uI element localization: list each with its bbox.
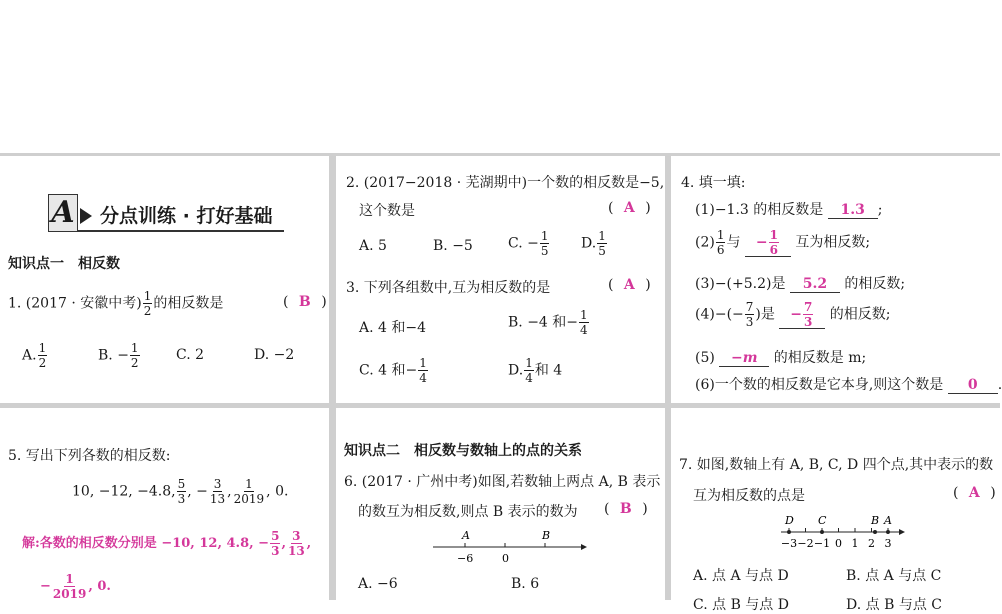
separator: , <box>281 536 286 551</box>
question-4-title: 4. 填一填: <box>681 175 746 191</box>
item-text: 的相反数; <box>829 306 891 323</box>
solution-text: − <box>40 579 51 594</box>
axis-tick-label: −3 <box>780 537 798 550</box>
q2-option-c <box>508 230 550 257</box>
question-5-solution-line1 <box>22 530 311 557</box>
section-banner <box>48 194 284 232</box>
axis-arrow-icon <box>899 529 905 535</box>
banner-underline <box>78 230 284 232</box>
knowledge-point-2-heading: 知识点二 相反数与数轴上的点的关系 <box>344 443 582 459</box>
question-6-line2: 的数互为相反数,则点 B 表示的数为 <box>358 504 578 520</box>
item-text: ; <box>877 202 883 218</box>
item-text: 的相反数是 m; <box>773 350 867 366</box>
q4-item-3-answer: 5.2 <box>802 276 828 292</box>
fraction-denominator: 3 <box>177 492 186 506</box>
fraction-numerator: 1 <box>598 229 606 243</box>
axis-tick-label: 0 <box>835 537 842 550</box>
axis-point-label-d: D <box>785 514 794 527</box>
option-tail: 和 4 <box>534 362 563 379</box>
answer-blank <box>790 276 840 293</box>
fraction-denominator: 4 <box>580 323 588 337</box>
answer-blank <box>828 202 878 219</box>
answer-blank <box>745 229 791 257</box>
number-line-figure-6 <box>431 526 591 568</box>
fraction-numerator: 7 <box>745 300 754 314</box>
answer-blank <box>779 301 825 329</box>
axis-point-label-a: A <box>462 529 470 542</box>
fraction-denominator: 2 <box>130 356 139 370</box>
answer-sign: − <box>790 306 803 323</box>
separator: , − <box>187 483 208 500</box>
fraction-denominator: 2019 <box>52 587 87 601</box>
question-1-fraction <box>143 290 153 317</box>
q3-option-b <box>508 309 590 336</box>
item-text: (3)−(+5.2)是 <box>695 276 786 292</box>
q4-item-6 <box>695 374 1002 394</box>
banner-title: 分点训练 · 打好基础 <box>100 205 273 227</box>
number-line-figure-7 <box>771 511 911 555</box>
fraction-numerator: 5 <box>177 477 186 491</box>
axis-point-label-b: B <box>871 514 880 527</box>
question-7-line1: 7. 如图,数轴上有 A, B, C, D 四个点,其中表示的数 <box>679 457 994 473</box>
fraction-denominator: 13 <box>287 544 305 558</box>
q4-item-2 <box>695 229 870 257</box>
axis-point-label-c: C <box>818 514 827 527</box>
fraction-denominator: 3 <box>804 315 813 329</box>
item-text: (5) <box>695 350 715 366</box>
axis-point-label-a: A <box>884 514 892 527</box>
q4-item-5 <box>695 347 866 367</box>
q4-item-1 <box>695 199 882 219</box>
axis-point-label-b: B <box>542 529 551 542</box>
q4-item-4 <box>695 301 891 329</box>
axis-tick-label: −1 <box>813 537 831 550</box>
q7-option-b: B. 点 A 与点 C <box>846 568 942 584</box>
panel-questions-2-3 <box>336 156 665 403</box>
fraction-numerator: 7 <box>804 300 813 314</box>
option-label: B. − <box>98 347 129 364</box>
fraction-denominator: 5 <box>540 244 549 258</box>
q7-option-d: D. 点 B 与点 C <box>846 597 942 613</box>
axis-arrow-icon <box>581 544 587 550</box>
panel-question-4 <box>671 156 1000 403</box>
axis-tick-label: 2 <box>868 537 875 550</box>
item-text: 与 <box>726 234 741 251</box>
separator: , <box>306 536 312 551</box>
question-2-line2: 这个数是 <box>359 203 415 219</box>
fraction-numerator: 1 <box>716 228 725 242</box>
fraction-numerator: 1 <box>580 308 588 322</box>
question-5-solution-line2 <box>40 573 111 600</box>
axis-point-c <box>820 530 824 534</box>
q4-item-3 <box>695 273 905 293</box>
question-3-answer: A <box>623 277 635 293</box>
fraction-numerator: 1 <box>540 229 549 243</box>
option-label: B. −4 和− <box>508 314 579 331</box>
fraction-denominator: 5 <box>598 244 606 258</box>
axis-point-b <box>873 530 877 534</box>
question-1-answer-bracket <box>283 294 327 310</box>
option-label: C. − <box>508 235 539 252</box>
fraction-numerator: 5 <box>271 529 280 543</box>
question-5-title: 5. 写出下列各数的相反数: <box>8 448 171 464</box>
question-5-numbers <box>72 478 288 505</box>
fraction-numerator: 3 <box>213 477 222 491</box>
axis-tick-label: 0 <box>502 552 509 565</box>
fraction-numerator: 1 <box>525 356 533 370</box>
question-7-answer-bracket: ( A ) <box>953 485 996 501</box>
q3-option-d <box>508 357 562 384</box>
panel-question-6 <box>336 408 665 600</box>
fraction-numerator: 1 <box>65 572 74 586</box>
fraction-numerator: 3 <box>292 529 301 543</box>
question-7-answer: A <box>968 485 980 501</box>
fraction-numerator: 1 <box>419 356 427 370</box>
item-text: (6)一个数的相反数是它本身,则这个数是 <box>695 377 944 393</box>
item-text: (2) <box>695 234 715 251</box>
banner-arrow-icon <box>80 208 92 224</box>
answer-blank <box>719 350 769 367</box>
bracket-close: ) <box>321 294 327 310</box>
axis-tick-label: −2 <box>797 537 814 550</box>
q1-option-b <box>98 342 141 369</box>
q7-option-a: A. 点 A 与点 D <box>693 568 789 584</box>
q7-option-c: C. 点 B 与点 D <box>693 597 789 613</box>
solution-text: 解:各数的相反数分别是 −10, 12, 4.8, − <box>22 536 270 551</box>
fraction-denominator: 4 <box>419 371 427 385</box>
question-6-line1: 6. (2017 · 广州中考)如图,若数轴上两点 A, B 表示 <box>344 474 661 490</box>
q4-item-5-answer: −m <box>731 350 758 366</box>
panel-question-7 <box>671 408 1000 613</box>
q4-item-6-answer: 0 <box>967 377 978 393</box>
fraction-denominator: 3 <box>271 544 280 558</box>
item-text: (1)−1.3 的相反数是 <box>695 202 824 218</box>
option-label: A. <box>22 347 37 364</box>
fraction-denominator: 6 <box>716 243 725 257</box>
question-6-answer-bracket: ( B ) <box>604 501 648 517</box>
q3-option-c <box>359 357 429 384</box>
q2-option-a: A. 5 <box>359 238 387 254</box>
fraction-numerator: 1 <box>38 341 47 355</box>
separator: , 0. <box>266 483 289 500</box>
axis-tick-label: −6 <box>457 552 474 565</box>
fraction-denominator: 6 <box>769 243 778 257</box>
q1-option-a <box>22 342 48 369</box>
answer-blank <box>948 377 998 394</box>
item-text: (4)− <box>695 306 727 323</box>
question-1-suffix: 的相反数是 <box>153 295 224 312</box>
q1-option-c: C. 2 <box>176 347 205 363</box>
fraction-denominator: 4 <box>525 371 533 385</box>
q6-option-b: B. 6 <box>511 576 540 592</box>
item-text: 的相反数; <box>844 276 906 292</box>
fraction-numerator: 1 <box>769 228 778 242</box>
knowledge-point-1-heading: 知识点一 相反数 <box>8 256 120 272</box>
panel-section-a <box>0 156 329 403</box>
fraction-numerator: 1 <box>143 289 152 303</box>
q3-option-a: A. 4 和−4 <box>359 320 427 336</box>
banner-letter: A <box>48 194 78 232</box>
axis-tick-label: 1 <box>851 537 859 550</box>
question-6-answer: B <box>619 501 632 517</box>
item-text: )是 <box>755 306 775 323</box>
fraction-denominator: 13 <box>209 492 226 506</box>
q1-option-d: D. −2 <box>254 347 295 363</box>
question-3-stem: 3. 下列各组数中,互为相反数的是 <box>346 280 551 296</box>
fraction-denominator: 2 <box>143 304 152 318</box>
option-label: D. <box>581 235 597 252</box>
axis-point-d <box>787 530 791 534</box>
q6-option-a: A. −6 <box>358 576 398 592</box>
option-label: C. 4 和− <box>359 362 418 379</box>
separator: , 0. <box>88 579 111 594</box>
item-text: . <box>997 377 1002 393</box>
panel-question-5 <box>0 408 329 600</box>
q2-option-b: B. −5 <box>433 238 473 254</box>
question-2-answer: A <box>623 200 635 216</box>
option-label: D. <box>508 362 524 379</box>
fraction-denominator: 2 <box>38 356 47 370</box>
fraction-numerator: 1 <box>130 341 139 355</box>
axis-point-a <box>886 530 890 534</box>
axis-tick-label: 3 <box>884 537 892 550</box>
item-text: (− <box>726 306 744 323</box>
number-list: 10, −12, −4.8, <box>72 483 176 500</box>
q2-option-d <box>581 230 608 257</box>
fraction-numerator: 1 <box>245 477 253 491</box>
separator: , <box>227 483 232 500</box>
question-2-answer-bracket: ( A ) <box>608 200 651 216</box>
question-1-stem <box>8 290 223 317</box>
item-text: 互为相反数; <box>795 234 871 251</box>
answer-sign: − <box>755 234 768 251</box>
question-2-line1: 2. (2017−2018 · 芜湖期中)一个数的相反数是−5, <box>346 175 665 191</box>
fraction-denominator: 2019 <box>233 492 265 506</box>
question-3-answer-bracket: ( A ) <box>608 277 651 293</box>
question-7-line2: 互为相反数的点是 <box>693 488 805 504</box>
q4-item-1-answer: 1.3 <box>840 202 865 218</box>
bracket-open: ( <box>283 294 289 310</box>
question-1-prefix: 1. (2017 · 安徽中考) <box>8 295 142 312</box>
question-1-answer: B <box>298 294 311 310</box>
fraction-denominator: 3 <box>745 315 754 329</box>
